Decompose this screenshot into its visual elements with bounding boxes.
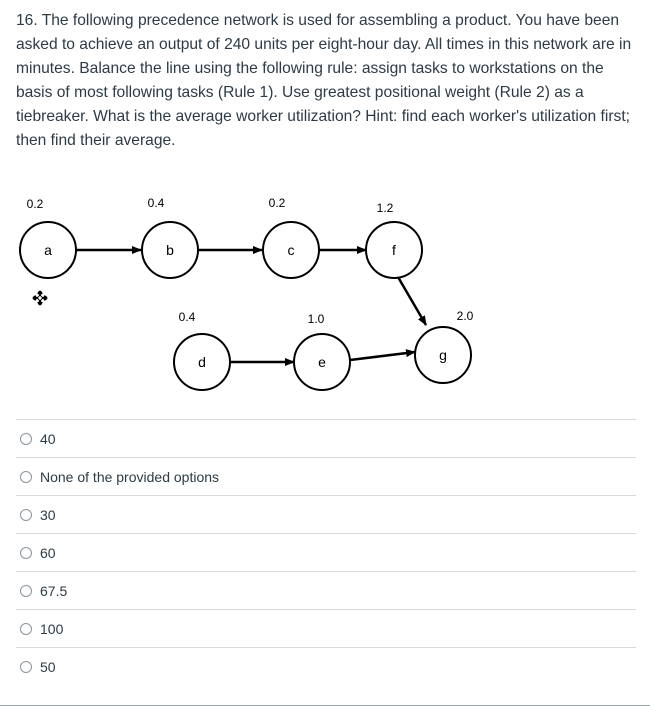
answer-option[interactable] <box>16 495 636 533</box>
node-d-label: d <box>198 354 206 370</box>
radio-button[interactable] <box>20 433 32 445</box>
node-g-time: 2.0 <box>456 309 474 323</box>
answer-option[interactable] <box>16 571 636 609</box>
radio-button[interactable] <box>20 585 32 597</box>
node-c-label: c <box>287 242 295 258</box>
node-e-label: e <box>318 354 326 370</box>
node-c-time: 0.2 <box>268 196 286 210</box>
edge-e-g <box>350 352 415 360</box>
answer-label: 67.5 <box>40 582 68 599</box>
answer-label: 40 <box>40 430 56 447</box>
answer-option[interactable] <box>16 533 636 571</box>
question-text: 16. The following precedence network is used for assembling a product. You have been asked to achieve an output of 240 units per eight-hour day. All times in this network are in minutes. Balance the line using the following rule: assign tasks to workstations on the basis of most following tasks (Rule 1). Use greatest positional weight (Rule 2) as a tiebreaker. What is the average worker utilization? Hint: find each worker's utilization first; then find their average. <box>16 12 632 149</box>
radio-button[interactable] <box>20 623 32 635</box>
node-b-time: 0.4 <box>147 196 165 210</box>
move-cursor-icon <box>33 291 47 305</box>
answer-option[interactable] <box>16 647 636 685</box>
node-b-label: b <box>166 242 174 258</box>
radio-button[interactable] <box>20 471 32 483</box>
node-d <box>174 310 230 390</box>
node-a-label: a <box>44 242 52 258</box>
answer-label: None of the provided options <box>40 468 220 485</box>
answer-label: 100 <box>40 620 64 637</box>
bottom-divider <box>0 705 650 706</box>
node-f-time: 1.2 <box>376 201 394 215</box>
answer-option[interactable] <box>16 419 636 457</box>
node-f-label: f <box>392 242 396 258</box>
radio-button[interactable] <box>20 661 32 673</box>
node-f <box>366 201 422 278</box>
node-e-time: 1.0 <box>307 312 325 326</box>
answer-label: 30 <box>40 506 56 523</box>
node-g-label: g <box>439 347 447 363</box>
answer-option[interactable] <box>16 609 636 647</box>
node-b <box>142 196 198 278</box>
answer-label: 60 <box>40 544 56 561</box>
node-a-time: 0.2 <box>26 197 44 211</box>
node-e <box>294 312 350 390</box>
answer-label: 50 <box>40 658 56 675</box>
precedence-network-diagram <box>0 185 650 400</box>
answer-options <box>16 419 636 685</box>
answer-option[interactable] <box>16 457 636 495</box>
node-c <box>263 196 319 278</box>
node-a <box>20 197 76 278</box>
radio-button[interactable] <box>20 509 32 521</box>
radio-button[interactable] <box>20 547 32 559</box>
node-d-time: 0.4 <box>178 310 196 324</box>
edge-f-g <box>398 277 426 325</box>
